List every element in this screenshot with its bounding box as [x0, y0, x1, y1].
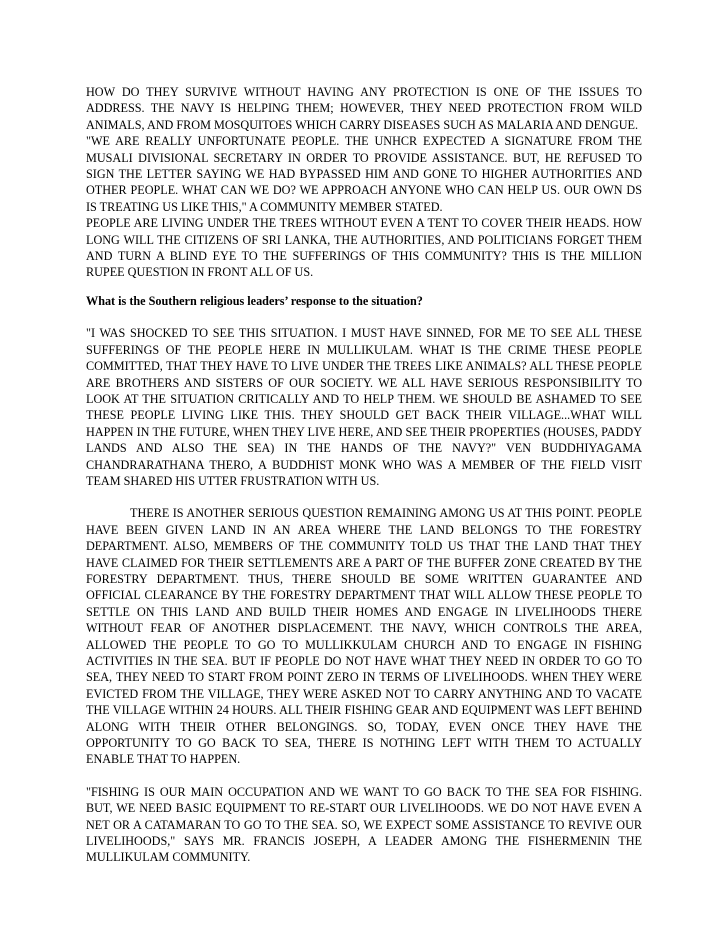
paragraph-fishing-quote: "FISHING IS OUR MAIN OCCUPATION AND WE WANT TO GO BACK TO THE SEA FOR FISHING. BUT, WE NEED BASIC EQUIPMENT TO RE-START OUR LIVELIHOODS. WE DO NOT HAVE EVEN A NET OR A CATAMARAN TO GO TO THE SEA. SO, WE EXPECT SOME ASSISTANCE TO REVIVE OUR LIVELIHOODS," SAYS MR. FRANCIS JOSEPH, A LEADER AMONG THE FISHERMENIN THE MULLIKULAM COMMUNITY.	[86, 784, 642, 865]
paragraph-protection-issue: HOW DO THEY SURVIVE WITHOUT HAVING ANY PROTECTION IS ONE OF THE ISSUES TO ADDRESS. THE NAVY IS HELPING THEM; HOWEVER, THEY NEED PROTECTION FROM WILD ANIMALS, AND FROM MOSQUITOES WHICH CARRY DISEASES SUCH AS MALARIA AND DENGUE.	[86, 85, 642, 132]
paragraph-forestry-land: THERE IS ANOTHER SERIOUS QUESTION REMAINING AMONG US AT THIS POINT. PEOPLE HAVE BEEN GIVEN LAND IN AN AREA WHERE THE LAND BELONGS TO THE FORESTRY DEPARTMENT. ALSO, MEMBERS OF THE COMMUNITY TOLD US THAT THE LAND THAT THEY HAVE CLAIMED FOR THEIR SETTLEMENTS ARE A PART OF THE BUFFER ZONE CREATED BY THE FORESTRY DEPARTMENT. THUS, THERE SHOULD BE SOME WRITTEN GUARANTEE AND OFFICIAL CLEARANCE BY THE FORESTRY DEPARTMENT THAT WILL ALLOW THESE PEOPLE TO SETTLE ON THIS LAND AND BUILD THEIR HOMES AND ENGAGE IN LIVELIHOODS THERE WITHOUT FEAR OF ANOTHER DISPLACEMENT. THE NAVY, WHICH CONTROLS THE AREA, ALLOWED THE PEOPLE TO GO TO MULLIKKULAM CHURCH AND TO ENGAGE IN FISHING ACTIVITIES IN THE SEA. BUT IF PEOPLE DO NOT HAVE WHAT THEY NEED IN ORDER TO GO TO SEA, THEY NEED TO START FROM POINT ZERO IN TERMS OF LIVELIHOODS. WHEN THEY WERE EVICTED FROM THE VILLAGE, THEY WERE ASKED NOT TO CARRY ANYTHING AND TO VACATE THE VILLAGE WITHIN 24 HOURS. ALL THEIR FISHING GEAR AND EQUIPMENT WAS LEFT BEHIND ALONG WITH THEIR OTHER BELONGINGS. SO, TODAY, EVEN ONCE THEY HAVE THE OPPORTUNITY TO GO BACK TO SEA, THERE IS NOTHING LEFT WITH THEM TO ACTUALLY ENABLE THAT TO HAPPEN.	[86, 506, 642, 767]
document-page	[86, 84, 642, 866]
paragraph-community-member-quote: "WE ARE REALLY UNFORTUNATE PEOPLE. THE UNHCR EXPECTED A SIGNATURE FROM THE MUSALI DIVISIONAL SECRETARY IN ORDER TO PROVIDE ASSISTANCE. BUT, HE REFUSED TO SIGN THE LETTER SAYING WE HAD BYPASSED HIM AND GONE TO HIGHER AUTHORITIES AND OTHER PEOPLE. WHAT CAN WE DO? WE APPROACH ANYONE WHO CAN HELP US. OUR OWN DS IS TREATING US LIKE THIS," A COMMUNITY MEMBER STATED.	[86, 134, 642, 214]
paragraph-monk-quote: "I WAS SHOCKED TO SEE THIS SITUATION. I MUST HAVE SINNED, FOR ME TO SEE ALL THESE SUFFERINGS OF THE PEOPLE HERE IN MULLIKULAM. WHAT IS THE CRIME THESE PEOPLE COMMITTED, THAT THEY HAVE TO LIVE UNDER THE TREES LIKE ANIMALS? ALL THESE PEOPLE ARE BROTHERS AND SISTERS OF OUR SOCIETY. WE ALL HAVE SERIOUS RESPONSIBILITY TO LOOK AT THE SITUATION CRITICALLY AND TO HELP THEM. WE SHOULD BE ASHAMED TO SEE THESE PEOPLE LIVING LIKE THIS. THEY SHOULD GET BACK THEIR VILLAGE...WHAT WILL HAPPEN IN THE FUTURE, WHEN THEY LIVE HERE, AND SEE THEIR PROPERTIES (HOUSES, PADDY LANDS AND ALSO THE SEA) IN THE HANDS OF THE NAVY?" VEN BUDDHIYAGAMA CHANDRARATHANA THERO, A BUDDHIST MONK WHO WAS A MEMBER OF THE FIELD VISIT TEAM SHARED HIS UTTER FRUSTRATION WITH US.	[86, 326, 642, 488]
paragraph-living-under-trees: PEOPLE ARE LIVING UNDER THE TREES WITHOUT EVEN A TENT TO COVER THEIR HEADS. HOW LONG WILL THE CITIZENS OF SRI LANKA, THE AUTHORITIES, AND POLITICIANS FORGET THEM AND TURN A BLIND EYE TO THE SUFFERINGS OF THIS COMMUNITY? THIS IS THE MILLION RUPEE QUESTION IN FRONT ALL OF US.	[86, 216, 642, 280]
section-heading: What is the Southern religious leaders’ response to the situation?	[86, 293, 423, 308]
